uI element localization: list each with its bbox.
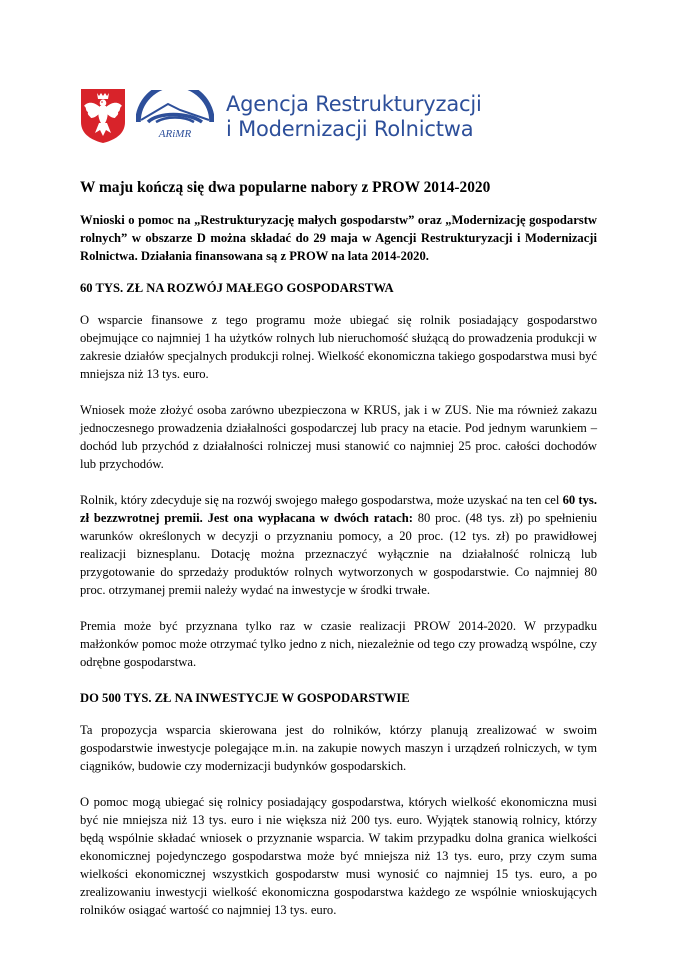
paragraph — [80, 491, 597, 599]
paragraph-text: 80 proc. (48 tys. zł) po spełnieniu warunków określonych w decyzji o przyznaniu pomocy, a 20 proc. (12 tys. zł) po prawidłowej realizacji biznesplanu. Dotację można przeznaczyć wyłącznie na działalność rolniczą lub przygotowanie do sprzedaży produktów rolnych wytworzonych w gospodarstwie. Co najmniej 80 proc. otrzymanej premii należy wydać na inwestycje w środki trwałe. — [80, 511, 597, 597]
agency-name — [226, 92, 482, 142]
paragraph: O wsparcie finansowe z tego programu może ubiegać się rolnik posiadający gospodarstwo obejmujące co najmniej 1 ha użytków rolnych lub nieruchomość służącą do prowadzenia produkcji w zakresie działów specjalnych produkcji rolnej. Wielkość ekonomiczna takiego gospodarstwa musi być mniejsza niż 13 tys. euro. — [80, 313, 597, 381]
letterhead — [80, 88, 500, 158]
arimr-logo-icon — [136, 90, 214, 142]
paragraph-bold-text: 60 tys. zł bezzwrotnej premii. Jest ona wypłacana w dwóch ratach: — [80, 493, 597, 525]
polish-white-eagle-emblem-icon — [80, 88, 126, 144]
section-heading-small-farm: 60 TYS. ZŁ NA ROZWÓJ MAŁEGO GOSPODARSTWA — [80, 281, 394, 295]
paragraph: Ta propozycja wsparcia skierowana jest do rolników, którzy planują zrealizować w swoim gospodarstwie inwestycje polegające m.in. na zakupie nowych maszyn i urządzeń rolniczych, w tym ciągników, budowie czy modernizacji budynków gospodarskich. — [80, 723, 597, 773]
article — [80, 178, 597, 937]
arimr-logo-text: ARiMR — [158, 128, 192, 140]
paragraph: Wniosek może złożyć osoba zarówno ubezpieczona w KRUS, jak i w ZUS. Nie ma również zakazu jednoczesnego prowadzenia działalności gospodarczej lub pracy na etacie. Pod jednym warunkiem – dochód lub przychód z działalności rolniczej musi stanowić co najmniej 25 proc. całości dochodów lub przychodów. — [80, 403, 597, 471]
paragraph: Premia może być przyznana tylko raz w czasie realizacji PROW 2014-2020. W przypadku małżonków pomoc może otrzymać tylko jedno z nich, niezależnie od tego czy prowadzą wspólne, czy odrębne gospodarstwa. — [80, 619, 597, 669]
paragraph: O pomoc mogą ubiegać się rolnicy posiadający gospodarstwa, których wielkość ekonomiczna musi być nie mniejsza niż 13 tys. euro i nie większa niż 200 tys. euro. Wyjątek stanowią rolnicy, którzy będą wspólnie składać wniosek o przyznanie wsparcia. W takim przypadku dolna granica wielkości ekonomicznej pojedynczego gospodarstwa może być mniejsza niż 13 tys. euro, przy czym suma wielkości ekonomicznej wszystkich gospodarstw musi wynosić co najmniej 15 tys. euro, a po zrealizowaniu inwestycji wielkość ekonomiczna gospodarstwa każdego ze wspólnie wnioskujących rolników osiągać wartość co najmniej 13 tys. euro. — [80, 795, 597, 917]
agency-name-line2: i Modernizacji Rolnictwa — [226, 117, 474, 141]
agency-name-line1: Agencja Restrukturyzacji — [226, 92, 482, 116]
paragraph-text: Rolnik, który zdecyduje się na rozwój swojego małego gospodarstwa, może uzyskać na ten cel — [80, 493, 563, 507]
section-heading-investments: DO 500 TYS. ZŁ NA INWESTYCJE W GOSPODARSTWIE — [80, 691, 410, 705]
article-lead: Wnioski o pomoc na „Restrukturyzację małych gospodarstw” oraz „Modernizację gospodarstw rolnych” w obszarze D można składać do 29 maja w Agencji Restrukturyzacji i Modernizacji Rolnictwa. Działania finansowana są z PROW na lata 2014-2020. — [80, 213, 597, 263]
article-title: W maju kończą się dwa popularne nabory z PROW 2014-2020 — [80, 179, 491, 196]
